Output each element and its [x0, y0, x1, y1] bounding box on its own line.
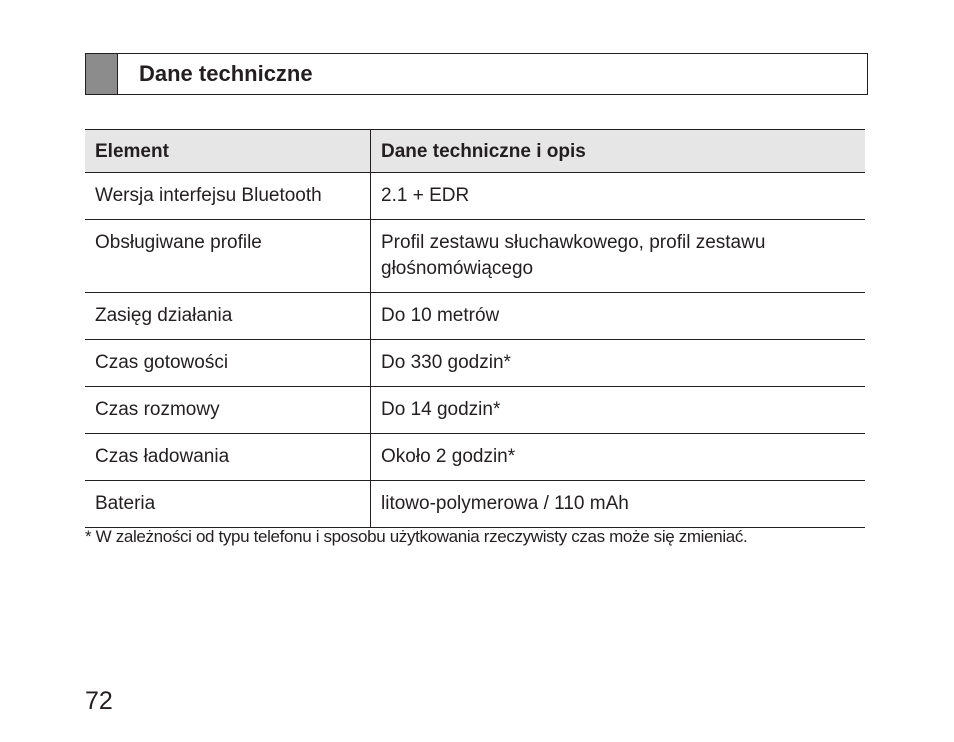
- row-value: Do 14 godzin*: [371, 387, 866, 434]
- row-label: Czas ładowania: [85, 434, 371, 481]
- table-row: [85, 387, 865, 434]
- section-header: [85, 53, 868, 95]
- section-title: Dane techniczne: [139, 61, 313, 86]
- spec-table: [85, 129, 865, 528]
- row-label: Obsługiwane profile: [85, 220, 371, 293]
- table-row: [85, 173, 865, 220]
- footnote: * W zależności od typu telefonu i sposobu użytkowania rzeczywisty czas może się zmieniać.: [85, 527, 748, 546]
- page-number: 72: [85, 687, 113, 715]
- table-row: [85, 481, 865, 528]
- row-value: Około 2 godzin*: [371, 434, 866, 481]
- header-marker: [86, 54, 118, 94]
- row-value: Do 330 godzin*: [371, 340, 866, 387]
- row-label: Zasięg działania: [85, 293, 371, 340]
- column-header-description: Dane techniczne i opis: [371, 130, 866, 173]
- column-header-element: Element: [85, 130, 371, 173]
- table-row: [85, 434, 865, 481]
- row-label: Bateria: [85, 481, 371, 528]
- row-value: litowo-polymerowa / 110 mAh: [371, 481, 866, 528]
- table-row: [85, 293, 865, 340]
- table-row: [85, 340, 865, 387]
- table-row: [85, 220, 865, 293]
- row-label: Czas gotowości: [85, 340, 371, 387]
- row-value: Do 10 metrów: [371, 293, 866, 340]
- row-label: Wersja interfejsu Bluetooth: [85, 173, 371, 220]
- row-label: Czas rozmowy: [85, 387, 371, 434]
- row-value: Profil zestawu słuchawkowego, profil zestawu głośnomówiącego: [371, 220, 866, 293]
- table-header-row: [85, 130, 865, 173]
- row-value: 2.1 + EDR: [371, 173, 866, 220]
